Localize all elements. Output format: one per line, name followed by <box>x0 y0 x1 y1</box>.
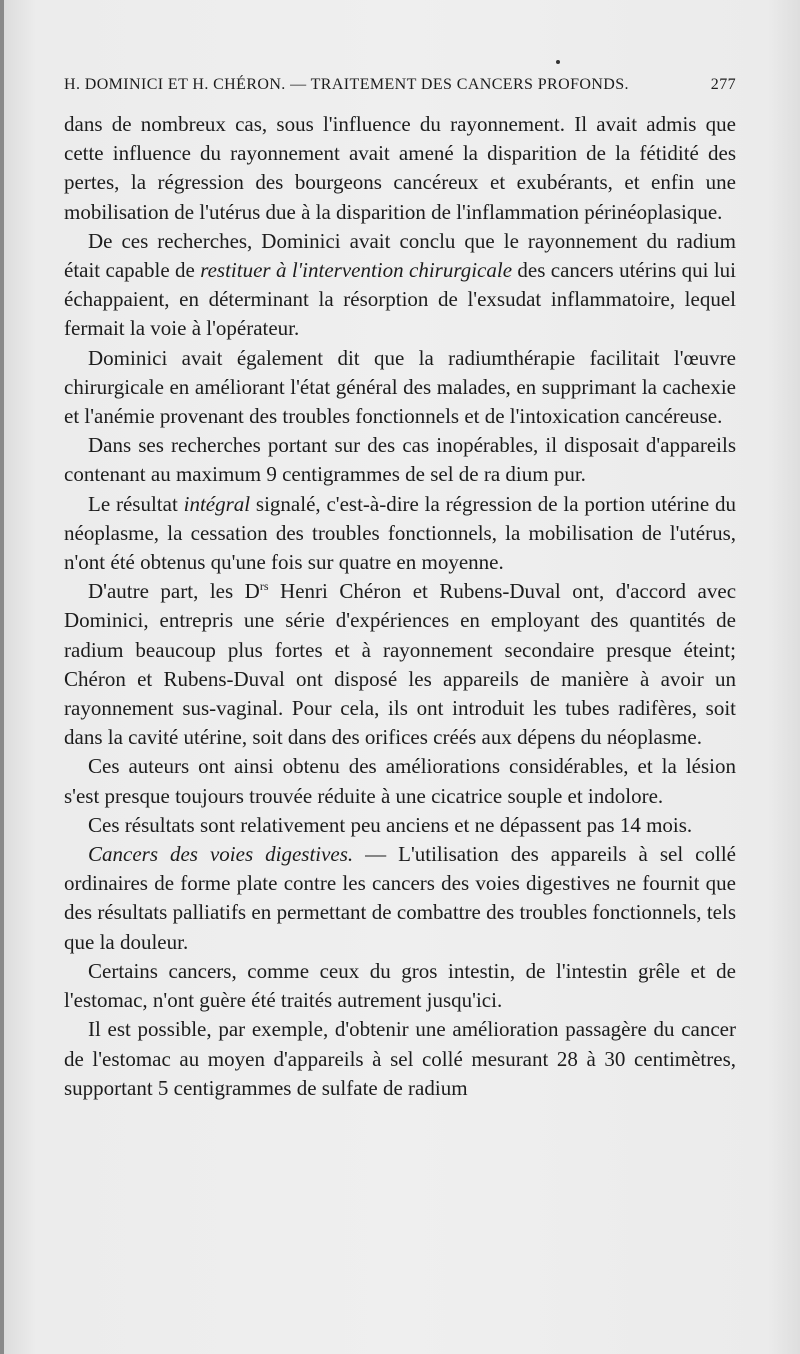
paragraph-estomac: Il est possible, par exemple, d'obtenir une amélioration passagère du cancer de l'estomac au moyen d'appareils à sel collé mesurant 28 à 30 centimètres, supportant 5 centigrammes de sulfate de radium <box>64 1017 736 1100</box>
paragraph-ameliorations: Ces auteurs ont ainsi obtenu des améliorations considérables, et la lésion s'est presque toujours trouvée réduite à une cicatrice souple et indolore. <box>64 754 736 808</box>
section-heading-italic: Cancers des voies digestives. <box>88 842 354 867</box>
page-number: 277 <box>710 76 736 93</box>
paragraph-conclusion <box>64 227 736 344</box>
running-title: H. DOMINICI ET H. CHÉRON. — TRAITEMENT DES CANCERS PROFONDS. <box>64 76 629 93</box>
paragraph-certains-cancers: Certains cancers, comme ceux du gros intestin, de l'intestin grêle et de l'estomac, n'ont guère été traités autrement jusqu'ici. <box>64 958 736 1013</box>
paragraph-text: D'autre part, les D <box>88 579 260 604</box>
italic-word: intégral <box>183 491 251 516</box>
paragraph-recherches: Dans ses recherches portant sur des cas inopérables, il disposait d'appareils contenant au maximum 9 centigrammes de sel de ra dium pur. <box>64 433 736 487</box>
paragraph-text: De ces recherches, Dominici avait conclu que le rayonnement du radium était capable de <box>64 228 736 283</box>
paragraph-voies-digestives <box>64 840 736 957</box>
ink-dot <box>556 60 560 64</box>
paragraph-text: Le résultat <box>88 491 184 516</box>
book-page <box>4 0 800 1354</box>
running-header <box>64 76 736 94</box>
paragraph-text: signalé, c'est-à-dire la régression de la portion utérine du néoplasme, la cessation des troubles fonctionnels, la mobilisation de l'utérus, n'ont été obtenus qu'une fois sur quatre en moyenne. <box>64 491 736 575</box>
body-text <box>64 110 736 1103</box>
paragraph-continuation: dans de nombreux cas, sous l'influence du rayonnement. Il avait admis que cette influence du rayonnement avait amené la disparition de la fétidité des pertes, la régression des bourgeons cancéreux et exubérants, et enfin une mobilisation de l'utérus due à la disparition de l'inflammation périnéoplasique. <box>64 112 736 224</box>
paragraph-radiumtherapie: Dominici avait également dit que la radiumthérapie facilitait l'œuvre chirurgicale en améliorant l'état général des malades, en supprimant la cachexie et l'anémie provenant des troubles fonctionnels et de l'intoxication cancéreuse. <box>64 345 736 429</box>
paragraph-text: Henri Chéron et Rubens-Duval ont, d'accord avec Dominici, entrepris une série d'expériences en employant des quantités de radium beaucoup plus fortes et à rayonnement secondaire presque éteint; Chéron et Rubens-Duval ont disposé les appareils de manière à avoir un rayonnement sus-vaginal. Pour cela, ils ont introduit les tubes radifères, soit dans la cavité utérine, soit dans des orifices créés aux dépens du néoplasme. <box>64 579 737 750</box>
italic-phrase: restituer à l'intervention chirurgicale <box>200 258 513 283</box>
paragraph-cheron <box>64 577 736 752</box>
paragraph-text: des cancers utérins qui lui échappaient, en déterminant la résorption de l'exsudat inflammatoire, lequel fermait la voie à l'opérateur. <box>64 258 736 341</box>
paragraph-text: — L'utilisation des appareils à sel collé ordinaires de forme plate contre les cancers des voies digestives ne fournit que des résultats palliatifs en permettant de combattre des troubles fonctionnels, tels que la douleur. <box>64 842 736 954</box>
paragraph-resultats-recents: Ces résultats sont relativement peu anciens et ne dépassent pas 14 mois. <box>88 812 693 837</box>
superscript: rs <box>259 579 269 594</box>
paragraph-resultat <box>64 490 736 578</box>
